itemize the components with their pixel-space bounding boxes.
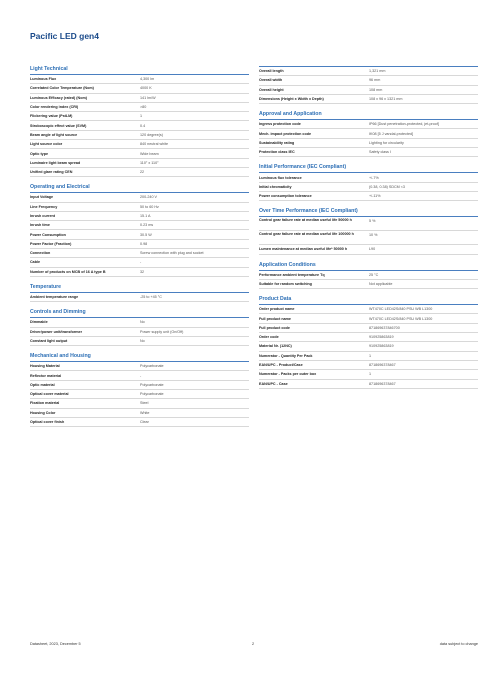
spec-label: Cable xyxy=(30,260,41,265)
spec-value: Polycarbonate xyxy=(140,392,164,397)
spec-value: No xyxy=(140,320,145,325)
spec-row xyxy=(30,399,249,408)
spec-value: Not applicable xyxy=(369,282,393,286)
spec-label: Protection class IEC xyxy=(259,150,295,155)
spec-row xyxy=(30,75,249,84)
spec-section xyxy=(30,353,249,427)
spec-section xyxy=(259,262,478,290)
spec-label: Dimensions (Height x Width x Depth) xyxy=(259,97,324,102)
footer-date: Datasheet, 2023, December 5 xyxy=(30,642,81,646)
spec-label: Luminous Flux xyxy=(30,77,57,82)
spec-label: EAN/UPC - Product/Case xyxy=(259,363,303,368)
section-heading: Controls and Dimming xyxy=(30,309,249,318)
spec-label: Housing Material xyxy=(30,364,60,369)
spec-label: Overall width xyxy=(259,78,283,83)
spec-label: Control gear failure rate at median useful life 50000 h xyxy=(259,218,352,223)
spec-value: 8718696378467 xyxy=(369,363,396,368)
spec-label: Driver/power unit/transformer xyxy=(30,329,83,334)
spec-value: 96 mm xyxy=(369,78,381,83)
spec-row xyxy=(30,418,249,427)
spec-value: WT470C LED42S/840 PSU WB L1300 xyxy=(369,316,433,321)
spec-value: 0.4 xyxy=(140,123,146,128)
spec-row xyxy=(30,149,249,158)
spec-value: 1,321 mm xyxy=(369,69,386,74)
spec-label: Overall length xyxy=(259,69,284,74)
spec-value: 200-240 V xyxy=(140,195,158,200)
spec-label: Number of products on MCB of 16 A type B xyxy=(30,269,106,274)
spec-label: Control gear failure rate at median useful life 100000 h xyxy=(259,232,354,237)
spec-label: Luminaire light beam spread xyxy=(30,160,81,165)
section-heading: Initial Performance (IEC Compliant) xyxy=(259,164,478,173)
spec-label: Ambient temperature range xyxy=(30,295,79,300)
spec-section xyxy=(259,66,478,104)
spec-label: Flickering value (PstLM) xyxy=(30,114,73,119)
spec-label: Housing Color xyxy=(30,410,56,415)
spec-value: - xyxy=(140,260,142,265)
spec-row xyxy=(30,362,249,371)
spec-row xyxy=(259,148,478,157)
spec-row xyxy=(30,221,249,230)
spec-value: +/-7% xyxy=(369,175,379,180)
spec-value: 4,300 lm xyxy=(140,77,155,82)
spec-row xyxy=(30,390,249,399)
spec-value: 50 to 60 Hz xyxy=(140,204,159,209)
section-heading: Over Time Performance (IEC Compliant) xyxy=(259,208,478,217)
spec-value: 840 neutral white xyxy=(140,142,169,147)
spec-row xyxy=(259,245,478,254)
spec-label: Inrush time xyxy=(30,223,50,228)
spec-row xyxy=(30,84,249,93)
spec-label: Lumen maintenance at median useful life* 50000 h xyxy=(259,247,348,252)
spec-row xyxy=(30,381,249,390)
spec-label: EAN/UPC - Case xyxy=(259,381,288,386)
spec-value: (0.38, 0.38) SDCM <3 xyxy=(369,184,405,189)
spec-row xyxy=(30,409,249,418)
footer-page-number: 2 xyxy=(252,642,255,646)
spec-label: Initial chromaticity xyxy=(259,184,292,189)
spec-label: Order product name xyxy=(259,307,295,312)
spec-label: Light source color xyxy=(30,142,63,147)
spec-label: Mech. impact protection code xyxy=(259,131,312,136)
spec-label: Luminous Efficacy (rated) (Nom) xyxy=(30,95,87,100)
spec-section xyxy=(30,284,249,302)
section-heading: Light Technical xyxy=(30,66,249,75)
spec-row xyxy=(30,159,249,168)
spec-row xyxy=(30,249,249,258)
spec-value: 30.5 W xyxy=(140,232,152,237)
spec-value: L90 xyxy=(369,247,376,252)
spec-value: 910925863819 xyxy=(369,344,394,349)
spec-section xyxy=(30,184,249,277)
section-heading: Application Conditions xyxy=(259,262,478,271)
spec-row xyxy=(259,380,478,389)
spec-row xyxy=(30,103,249,112)
spec-value: 108 mm xyxy=(369,87,383,92)
spec-value: 22 xyxy=(140,170,145,175)
spec-row xyxy=(30,212,249,221)
spec-row xyxy=(259,324,478,333)
spec-value: 25 °C xyxy=(369,272,379,277)
spec-value: Screw connection with plug and socket xyxy=(140,251,204,256)
spec-value: 8718696378467 xyxy=(369,381,396,386)
spec-label: Power Consumption xyxy=(30,232,66,237)
left-column xyxy=(30,66,249,434)
spec-label: Unified glare rating CEN xyxy=(30,170,73,175)
spec-value: Wide beam xyxy=(140,151,159,156)
spec-section xyxy=(259,296,478,389)
spec-value: 1 xyxy=(369,353,372,358)
section-heading: Temperature xyxy=(30,284,249,293)
section-heading: Operating and Electrical xyxy=(30,184,249,193)
spec-row xyxy=(259,280,478,289)
spec-value: >80 xyxy=(140,105,147,110)
spec-value: 4000 K xyxy=(140,86,152,91)
spec-label: Sustainability rating xyxy=(259,140,295,145)
spec-value: 141 lm/W xyxy=(140,95,156,100)
spec-value: Clear xyxy=(140,420,149,425)
spec-value: 108 x 96 x 1321 mm xyxy=(369,97,403,102)
spec-value: 32 xyxy=(140,269,145,274)
spec-row xyxy=(259,361,478,370)
spec-row xyxy=(259,67,478,76)
spec-label: Optical cover material xyxy=(30,392,69,397)
spec-row xyxy=(30,94,249,103)
right-column xyxy=(259,66,478,396)
spec-label: Constant light output xyxy=(30,338,68,343)
spec-section xyxy=(259,164,478,201)
spec-value: 15.1 A xyxy=(140,214,151,218)
spec-label: Full product name xyxy=(259,316,291,321)
spec-row xyxy=(30,121,249,130)
spec-value: WT470C LED42S/840 PSU WB L1300 xyxy=(369,307,433,312)
spec-value: 0.98 xyxy=(140,241,148,246)
spec-row xyxy=(30,328,249,337)
spec-label: Order code xyxy=(259,335,279,340)
spec-value: 1 xyxy=(369,372,372,377)
spec-label: Reflector material xyxy=(30,373,62,378)
spec-label: Stroboscopic effect value (SVM) xyxy=(30,123,87,128)
spec-label: Optic material xyxy=(30,382,55,387)
footer-disclaimer: data subject to change xyxy=(439,642,478,646)
spec-row xyxy=(259,120,478,129)
spec-row xyxy=(259,231,478,245)
spec-row xyxy=(30,240,249,249)
spec-section xyxy=(259,208,478,254)
spec-value: 5 % xyxy=(369,219,376,224)
spec-label: Numerator - Packs per outer box xyxy=(259,372,317,377)
spec-label: Inrush current xyxy=(30,214,55,218)
spec-label: Fixation material xyxy=(30,401,60,406)
spec-value: Polycarbonate xyxy=(140,364,164,369)
spec-row xyxy=(259,271,478,280)
page-title: Pacific LED gen4 xyxy=(30,31,99,41)
spec-row xyxy=(30,258,249,267)
spec-label: Material Nr. (12NC) xyxy=(259,344,292,349)
spec-value: 110° x 110° xyxy=(140,160,159,165)
spec-row xyxy=(30,318,249,327)
spec-row xyxy=(259,183,478,192)
section-heading: Product Data xyxy=(259,296,478,305)
spec-row xyxy=(259,333,478,342)
spec-row xyxy=(259,173,478,182)
spec-value: White xyxy=(140,410,150,415)
spec-row xyxy=(259,192,478,201)
spec-value: Steel xyxy=(140,401,149,406)
spec-row xyxy=(30,168,249,177)
spec-label: Ingress protection code xyxy=(259,122,301,127)
spec-label: Beam angle of light source xyxy=(30,132,78,137)
spec-value: Safety class I xyxy=(369,150,391,155)
spec-label: Correlated Color Temperature (Nom) xyxy=(30,86,94,91)
spec-row xyxy=(30,371,249,380)
spec-label: Dimmable xyxy=(30,320,48,325)
spec-row xyxy=(30,131,249,140)
spec-value: Polycarbonate xyxy=(140,382,164,387)
spec-value: Lighting for circularity xyxy=(369,140,404,145)
spec-label: Performance ambient temperature Tq xyxy=(259,272,325,277)
spec-label: Power consumption tolerance xyxy=(259,194,312,199)
spec-row xyxy=(259,342,478,351)
spec-label: Connection xyxy=(30,251,51,256)
spec-row xyxy=(259,86,478,95)
spec-label: Suitable for random switching xyxy=(259,282,312,286)
spec-value: - xyxy=(140,373,142,378)
spec-section xyxy=(259,111,478,157)
spec-section xyxy=(30,309,249,346)
spec-label: Power Factor (Fraction) xyxy=(30,241,72,246)
spec-row xyxy=(259,305,478,314)
spec-row xyxy=(259,95,478,104)
spec-row xyxy=(259,129,478,138)
spec-label: Numerator - Quantity Per Pack xyxy=(259,353,313,358)
spec-row xyxy=(259,370,478,379)
spec-row xyxy=(30,293,249,302)
spec-value: 10 % xyxy=(369,233,378,238)
spec-row xyxy=(259,352,478,361)
spec-label: Line Frequency xyxy=(30,204,58,209)
spec-row xyxy=(259,76,478,85)
spec-row xyxy=(30,268,249,277)
spec-value: +/-11% xyxy=(369,194,381,199)
spec-value: IK08 [5 J vandal-protected] xyxy=(369,131,414,136)
spec-row xyxy=(259,139,478,148)
spec-label: Optical cover finish xyxy=(30,420,65,425)
spec-value: 120 degree(s) xyxy=(140,132,163,137)
spec-value: 0.23 ms xyxy=(140,223,154,228)
spec-value: 871869637846700 xyxy=(369,325,400,330)
spec-row xyxy=(259,217,478,231)
spec-value: 910925863819 xyxy=(369,335,394,340)
spec-value: No xyxy=(140,338,145,343)
spec-row xyxy=(30,112,249,121)
spec-row xyxy=(30,203,249,212)
spec-label: Optic type xyxy=(30,151,49,156)
spec-label: Input Voltage xyxy=(30,195,54,200)
spec-row xyxy=(30,193,249,202)
spec-value: Power supply unit (On/Off) xyxy=(140,329,184,334)
spec-row xyxy=(30,337,249,346)
spec-row xyxy=(30,140,249,149)
spec-value: IP66 [Dust penetration-protected, jet-proof] xyxy=(369,122,439,127)
spec-label: Overall height xyxy=(259,87,284,92)
spec-value: 1 xyxy=(140,114,143,119)
spec-row xyxy=(259,314,478,323)
section-heading: Mechanical and Housing xyxy=(30,353,249,362)
spec-value: -25 to +45 °C xyxy=(140,295,162,300)
spec-section xyxy=(30,66,249,177)
section-heading: Approval and Application xyxy=(259,111,478,120)
spec-label: Color rendering index (CRI) xyxy=(30,105,79,110)
spec-label: Luminous flux tolerance xyxy=(259,175,302,180)
spec-row xyxy=(30,230,249,239)
spec-label: Full product code xyxy=(259,325,290,330)
